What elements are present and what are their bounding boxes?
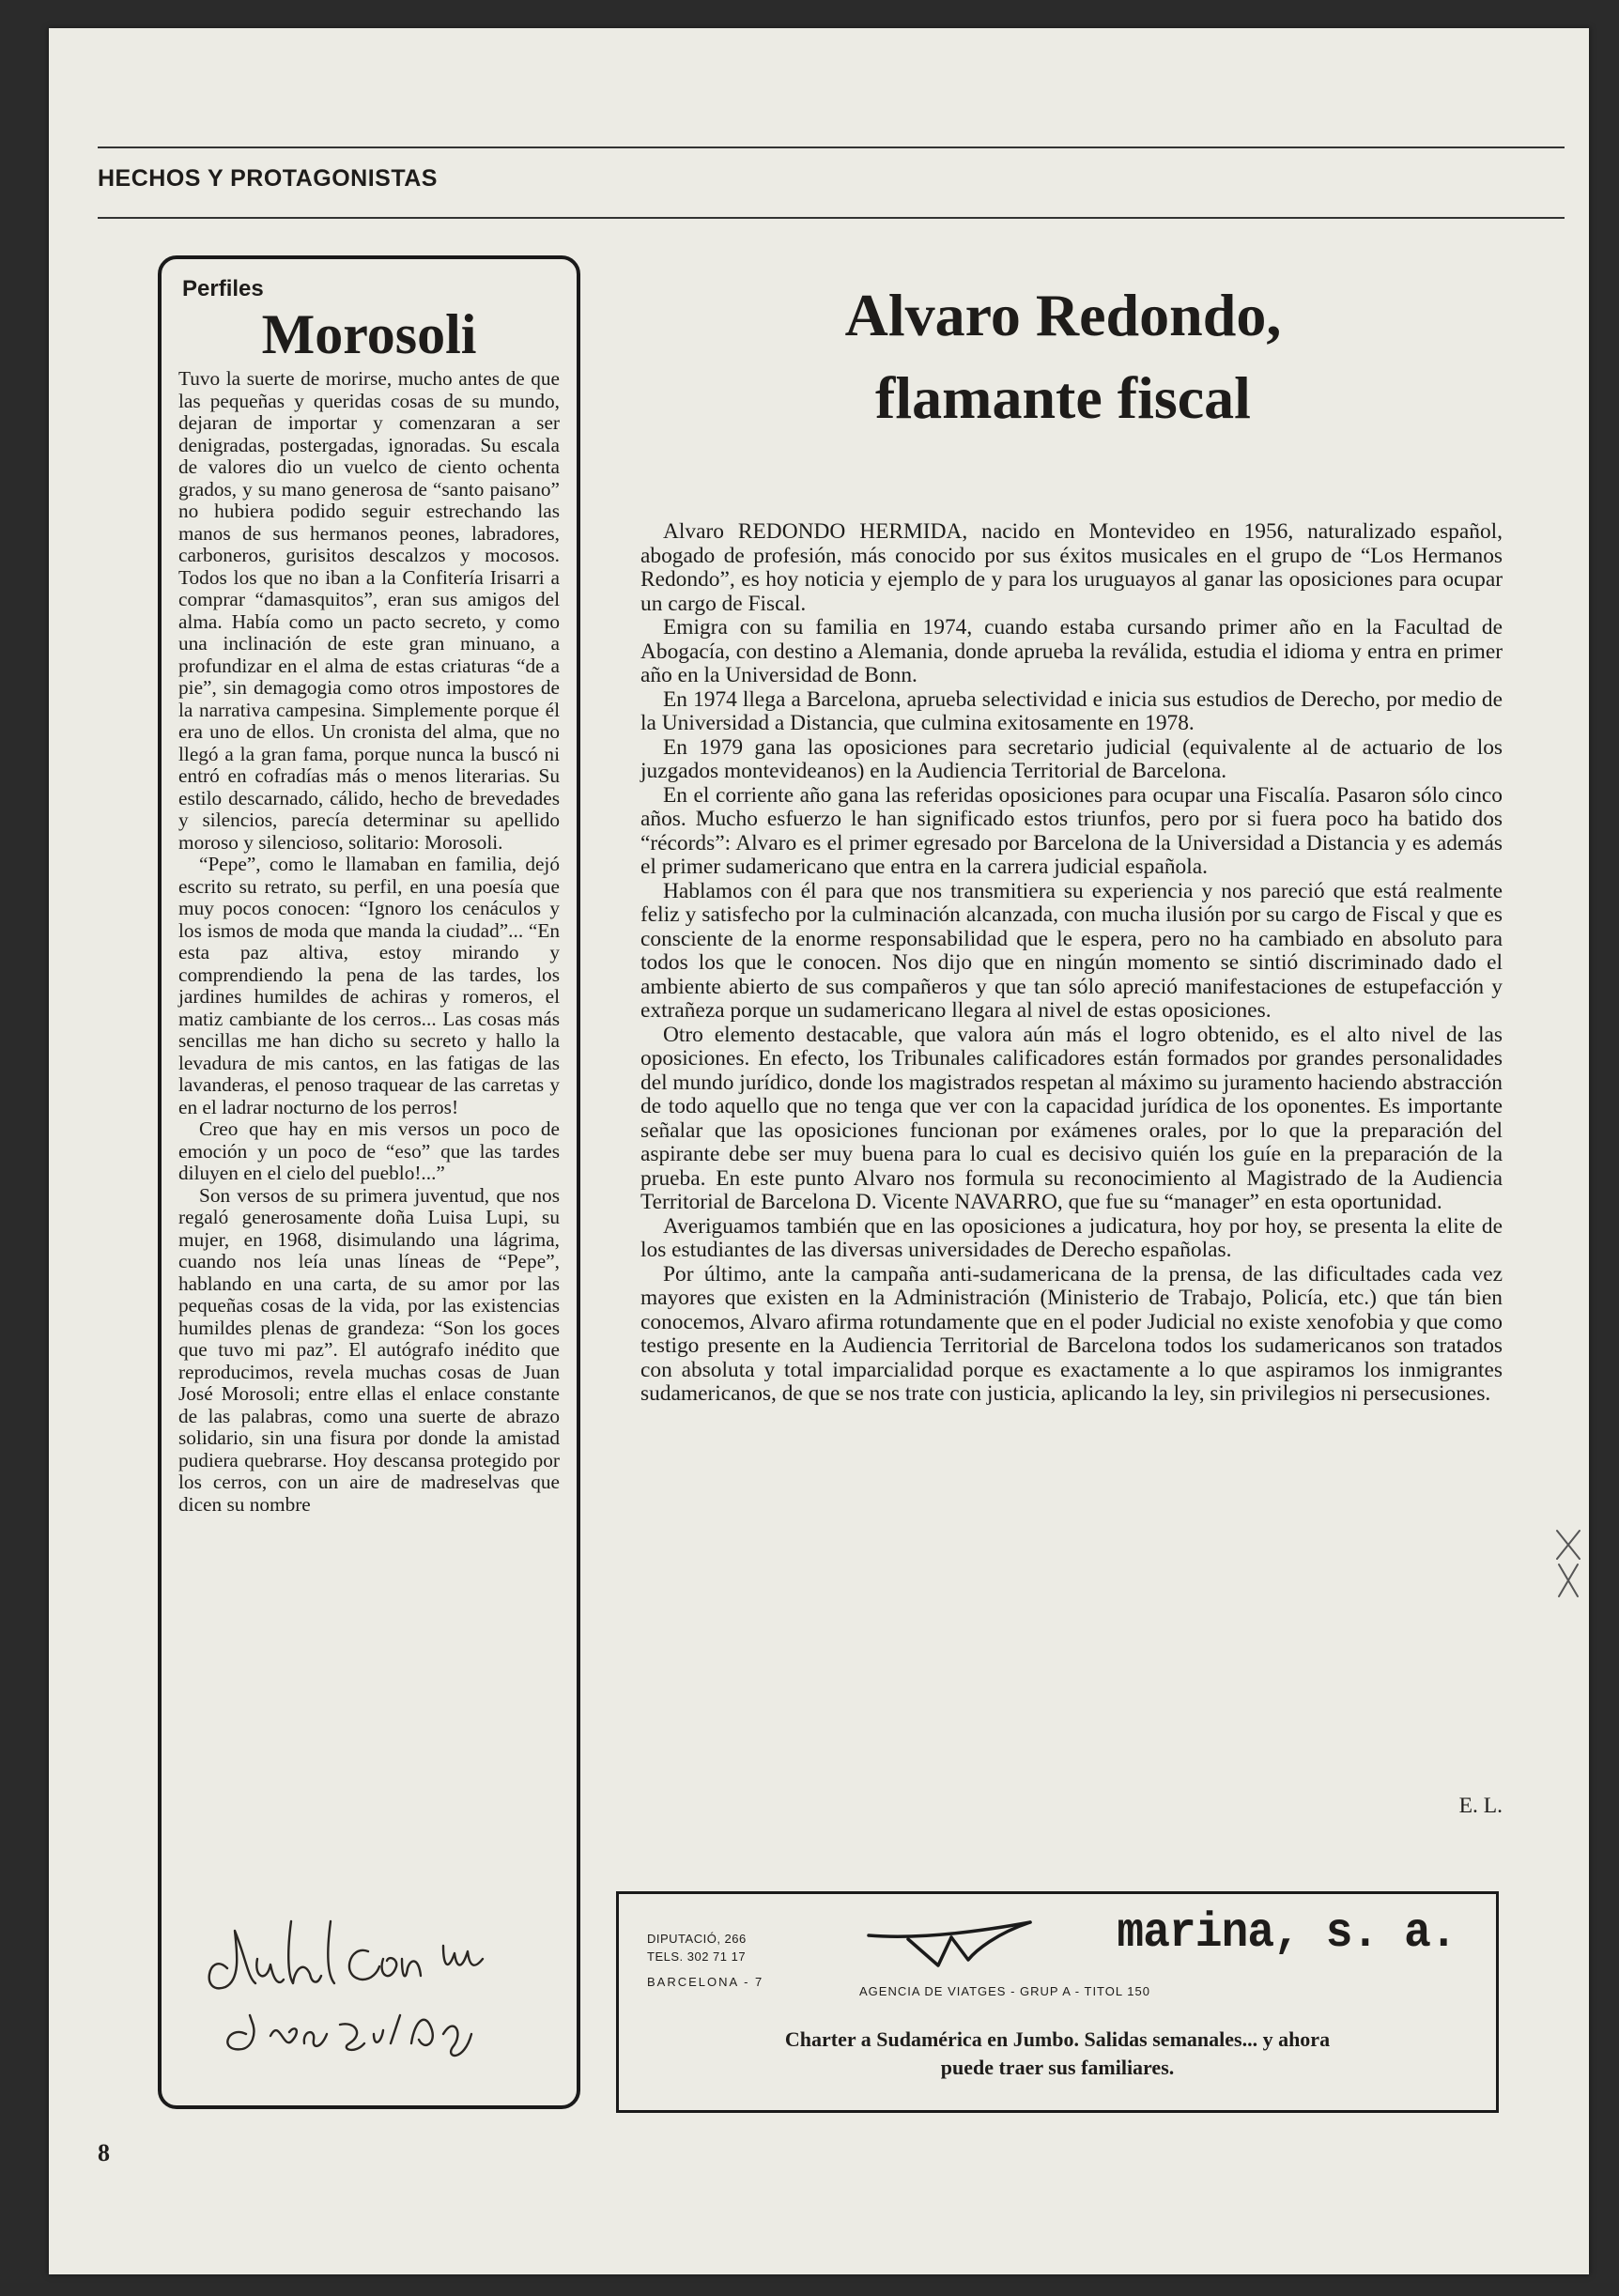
sidebar-kicker: Perfiles [182, 276, 264, 301]
ad-tagline-line: puede traer sus familiares. [940, 2056, 1175, 2079]
ad-brand: marina, s. a. [1117, 1905, 1457, 1961]
article-body [640, 520, 1503, 1407]
article-title-line: Alvaro Redondo, [844, 282, 1282, 348]
sidebar-paragraph: Son versos de su primera juventud, que nos regaló generosamente doña Luisa Lupi, su mujer, en 1968, disimulando una lágrima, cuando nos leía unas líneas de “Pepe”, hablando en una carta, de su amor por las pequeñas cosas de la vida, por las existencias humildes plenas de grandeza: “Son los goces que tuvo mi paz”. El autógrafo inédito que reproducimos, revela muchas cosas de Juan José Morosoli; entre ellas el enlace constante de las palabras, como una suerte de abrazo solidario, sin una fisura por donde la amistad pudiera quebrarse. Hoy descansa protegido por los cerros, con un aire de madreselvas que dicen su nombre [178, 1183, 560, 1516]
ad-tagline [619, 2026, 1496, 2082]
airplane-logo-icon [865, 1918, 1034, 1975]
travel-agency-ad [616, 1891, 1499, 2113]
article-paragraph: En el corriente año gana las referidas oposiciones para ocupar una Fiscalía. Pasaron sólo cinco años. Mucho esfuerzo le han significado estos triunfos, pero por si fuera poco ha batido dos “récords”: Alvaro es el primer egresado por Barcelona de la Universidad a Distancia y es además el primer sudamericano que entra en la carrera judicial española. [640, 782, 1503, 879]
header-rule-bottom [98, 217, 1565, 219]
sidebar-paragraph: Creo que hay en mis versos un poco de emoción y un poco de “eso” que las tardes diluyen en el cielo del pueblo!...” [178, 1117, 560, 1184]
page-number: 8 [98, 2139, 110, 2166]
section-title: HECHOS Y PROTAGONISTAS [98, 165, 438, 192]
article-paragraph: Emigra con su familia en 1974, cuando estaba cursando primer año en la Facultad de Abogacía, con destino a Alemania, donde aprueba la reválida, estudia el idioma y entra en primer año en la Universidad de Bonn. [640, 615, 1503, 687]
article-paragraph: En 1979 gana las oposiciones para secretario judicial (equivalente al de actuario de los juzgados montevideanos) en la Audiencia Territorial de Barcelona. [640, 734, 1503, 783]
sidebar-paragraph: “Pepe”, como le llamaban en familia, dejó escrito su retrato, su perfil, en una poesía que muy pocos conocen: “Ignoro los cenáculos y los ismos de moda que manda la ciudad”... “En esta paz altiva, estoy mirando y comprendiendo la pena de las tardes, los jardines humildes de achiras y romeros, el matiz cambiante de los cerros... Las cosas más sencillas me han dicho su secreto y hallo la levadura de mis cantos, en las fatigas de las lavanderas, el penoso traquear de las carretas y en el ladrar nocturno de los perros! [178, 853, 560, 1118]
article-title [650, 274, 1476, 439]
sidebar-title: Morosoli [261, 303, 477, 365]
article-paragraph: Averiguamos también que en las oposiciones a judicatura, hoy por hoy, se presenta la elite de los estudiantes de las diversas universidades de Derecho españolas. [640, 1213, 1503, 1262]
ad-agency: AGENCIA DE VIATGES - GRUP A - TITOL 150 [859, 1984, 1150, 1998]
article-paragraph: En 1974 llega a Barcelona, aprueba selectividad e inicia sus estudios de Derecho, por medio de la Universidad a Distancia, que culmina exitosamente en 1978. [640, 686, 1503, 735]
profile-sidebar [158, 255, 580, 2109]
magazine-page [49, 28, 1589, 2274]
pencil-mark-icon [1553, 1521, 1583, 1606]
article-paragraph: Hablamos con él para que nos transmitiera su experiencia y nos pareció que está realmente feliz y satisfecho por la culminación alcanzada, con mucha ilusión por su cargo de Fiscal y que es consciente de la enorme responsabilidad que le espera, pero no ha cambiado en absoluto para todos los que le conocen. Nos dijo que en ningún momento se sintió discriminado dado el ambiente abierto de sus compañeros y que tan sólo apreció manifestaciones de estupefacción y extrañeza porque un sudamericano llegara al nivel de estas oposiciones. [640, 878, 1503, 1023]
handwritten-autograph [190, 1893, 528, 2072]
article-paragraph: Alvaro REDONDO HERMIDA, nacido en Montevideo en 1956, naturalizado español, abogado de profesión, más conocido por sus éxitos musicales en el grupo de “Los Hermanos Redondo”, es hoy noticia y ejemplo de y para los uruguayos al ganar las oposiciones para ocupar un cargo de Fiscal. [640, 519, 1503, 616]
sidebar-paragraph: Tuvo la suerte de morirse, mucho antes de que las pequeñas y queridas cosas de su mundo, dejaran de importar y comenzaran a ser denigradas, postergadas, ignoradas. Su escala de valores dio un vuelco de ciento ochenta grados, y su mano generosa de “santo paisano” no hubiera podido seguir estrechando las manos de sus hermanos peones, labradores, carboneros, gurisitos descalzos y mocosos. Todos los que no iban a la Confitería Irisarri a comprar “damasquitos”, eran sus amigos del alma. Había como un pacto secreto, y como una inclinación de este gran minuano, a profundizar en el alma de estas criaturas “de a pie”, sin demagogia como otros impostores de la narrativa campesina. Simplemente porque él era uno de ellos. Un cronista del alma, que no llegó a la gran fama, porque nunca la buscó ni entró en cofradías más o menos literarias. Su estilo descarnado, cálido, hecho de brevedades y silencios, parecía determinar su apellido moroso y silencioso, solitario: Morosoli. [178, 367, 560, 854]
article-paragraph: Por último, ante la campaña anti-sudamericana de la prensa, de las dificultades cada vez mayores que existen en la Administración (Ministerio de Trabajo, Policía, etc.) que tán bien conocemos, Alvaro afirma rotundamente que en el poder Judicial no existe xenofobia y que como testigo presente en la Audiencia Territorial de Barcelona todos los sudamericanos son tratados con absoluta y total imparcialidad porque es exactamente a lo que aspiramos los inmigrantes sudamericanos, de que se nos trate con justicia, aplicando la ley, sin privilegios ni persecusiones. [640, 1261, 1503, 1406]
header-rule-top [98, 146, 1565, 148]
ad-city: BARCELONA - 7 [647, 1975, 764, 1989]
ad-street: DIPUTACIÓ, 266 [647, 1932, 747, 1946]
article-byline: E. L. [1458, 1794, 1503, 1818]
ad-phone: TELS. 302 71 17 [647, 1949, 747, 1964]
article-title-line: flamante fiscal [875, 364, 1251, 431]
ad-tagline-line: Charter a Sudamérica en Jumbo. Salidas semanales... y ahora [784, 2027, 1331, 2051]
sidebar-text [178, 368, 560, 1516]
article-paragraph: Otro elemento destacable, que valora aún más el logro obtenido, es el alto nivel de las oposiciones. En efecto, los Tribunales calificadores están formados por grandes personalidades del mundo jurídico, donde los magistrados respetan al máximo su juramento haciendo abstracción de todo aquello que no tenga que ver con la capacidad jurídica de los oponentes. Es importante señalar que las oposiciones funcionan por exámenes orales, por lo que la preparación del aspirante debe ser muy buena para lo cual es decisivo quién los guíe en la preparación de la prueba. En este punto Alvaro nos formula su reconocimiento al Magistrado de la Audiencia Territorial de Barcelona D. Vicente NAVARRO, que fue su “manager” en esta oportunidad. [640, 1022, 1503, 1214]
ad-address [647, 1930, 763, 1991]
